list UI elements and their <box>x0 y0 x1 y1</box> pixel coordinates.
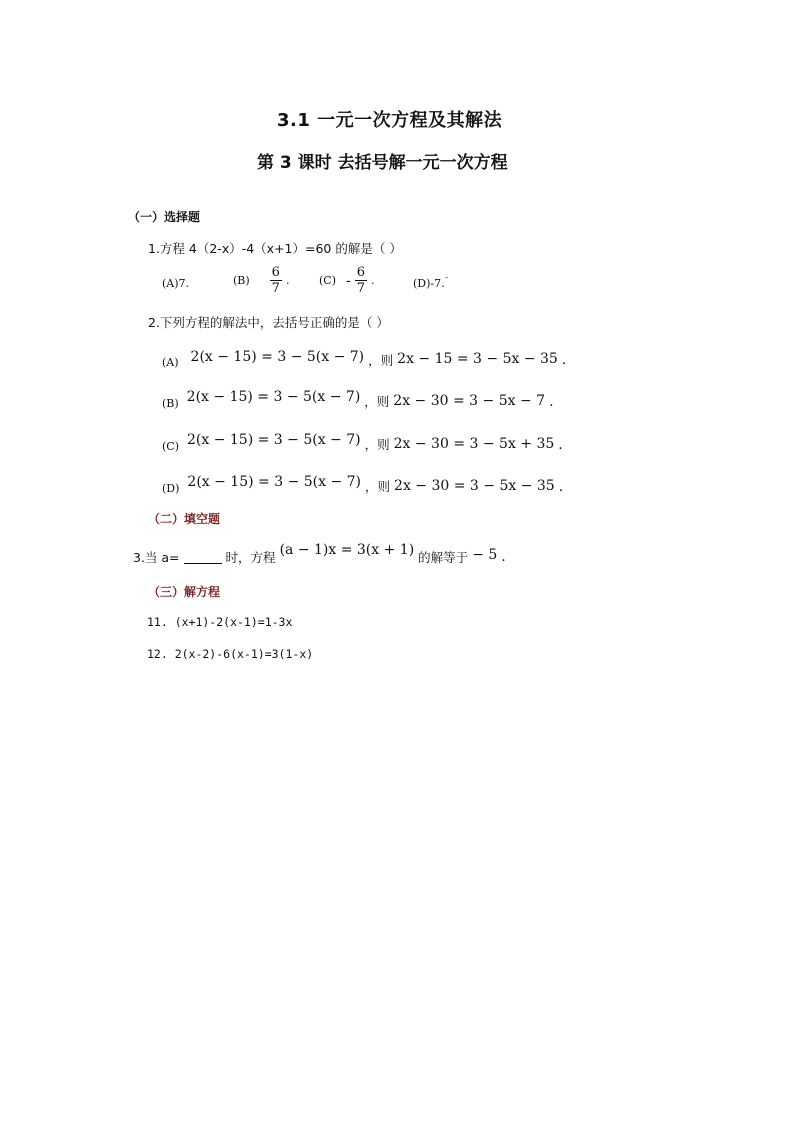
question-3-equation: (a − 1)x = 3(x + 1) <box>279 542 415 558</box>
option-then: ，则 <box>368 352 394 368</box>
option-c-sign: - <box>346 272 351 289</box>
question-3-middle: 时，方程 <box>225 550 276 565</box>
question-2-option-d <box>162 469 563 495</box>
option-label: (A) <box>162 356 179 369</box>
fraction-numerator: 6 <box>271 265 280 280</box>
option-c-label: (C) <box>319 274 336 287</box>
option-then: ，则 <box>365 479 391 494</box>
option-end: . <box>558 479 564 495</box>
option-equation-left: 2(x − 15) = 3 − 5(x − 7) <box>187 432 361 448</box>
option-equation-right: 2x − 30 = 3 − 5x + 35 <box>393 436 555 452</box>
section-heading-solve: （三）解方程 <box>148 585 221 599</box>
option-label: (D) <box>162 481 180 495</box>
fraction-denominator: 7 <box>271 281 280 296</box>
option-end: . <box>558 437 563 453</box>
option-equation-right: 2x − 15 = 3 − 5x − 35 <box>397 350 558 367</box>
option-end: . <box>561 351 567 368</box>
question-1-option-c <box>319 265 375 296</box>
option-equation-left: 2(x − 15) = 3 − 5(x − 7) <box>190 348 365 365</box>
question-1-option-d <box>413 277 449 290</box>
option-equation-left: 2(x − 15) = 3 − 5(x − 7) <box>186 389 361 405</box>
option-d-label: (D)-7. <box>413 277 445 290</box>
option-label: (C) <box>162 439 179 453</box>
question-1-option-b <box>233 265 289 296</box>
option-end: . <box>549 394 554 410</box>
question-2-option-a <box>162 344 566 369</box>
question-3-value: − 5 <box>472 547 498 563</box>
option-c-fraction <box>355 265 367 296</box>
question-2-option-c <box>162 427 563 453</box>
option-equation-right: 2x − 30 = 3 − 5x − 35 <box>394 478 555 494</box>
question-2-option-b <box>162 384 554 410</box>
question-3-suffix: 的解等于 <box>418 550 469 565</box>
document-title: 3.1 一元一次方程及其解法 <box>277 110 503 131</box>
fraction-denominator: 7 <box>356 281 366 296</box>
question-12: 12. 2(x-2)-6(x-1)=3(1-x) <box>147 647 314 661</box>
question-1-option-a: (A)7. <box>162 277 190 290</box>
question-2-stem: 2.下列方程的解法中，去括号正确的是（ ） <box>148 315 389 330</box>
section-heading-fill-in: （二）填空题 <box>148 512 221 526</box>
question-3-end: . <box>501 549 506 565</box>
question-1-stem: 1.方程 4（2-x）-4（x+1）=60 的解是（ ） <box>148 241 402 256</box>
option-c-tail: . <box>371 274 375 287</box>
option-b-label: (B) <box>233 274 250 287</box>
option-then: ，则 <box>364 437 390 452</box>
document-subtitle: 第 3 课时 去括号解一元一次方程 <box>257 153 508 173</box>
option-equation-right: 2x − 30 = 3 − 5x − 7 <box>393 393 546 409</box>
option-label: (B) <box>162 396 179 410</box>
fraction-numerator: 6 <box>356 265 366 280</box>
question-3 <box>133 542 506 566</box>
option-d-mark: ˉ <box>444 277 449 286</box>
option-equation-left: 2(x − 15) = 3 − 5(x − 7) <box>187 474 362 490</box>
option-b-fraction <box>270 265 282 296</box>
option-b-tail: . <box>285 274 290 287</box>
question-11: 11. (x+1)-2(x-1)=1-3x <box>147 615 293 629</box>
question-3-prefix: 3.当 a= <box>133 550 180 565</box>
answer-blank[interactable] <box>184 551 222 564</box>
option-then: ，则 <box>364 394 390 409</box>
section-heading-multiple-choice: （一）选择题 <box>128 210 201 224</box>
